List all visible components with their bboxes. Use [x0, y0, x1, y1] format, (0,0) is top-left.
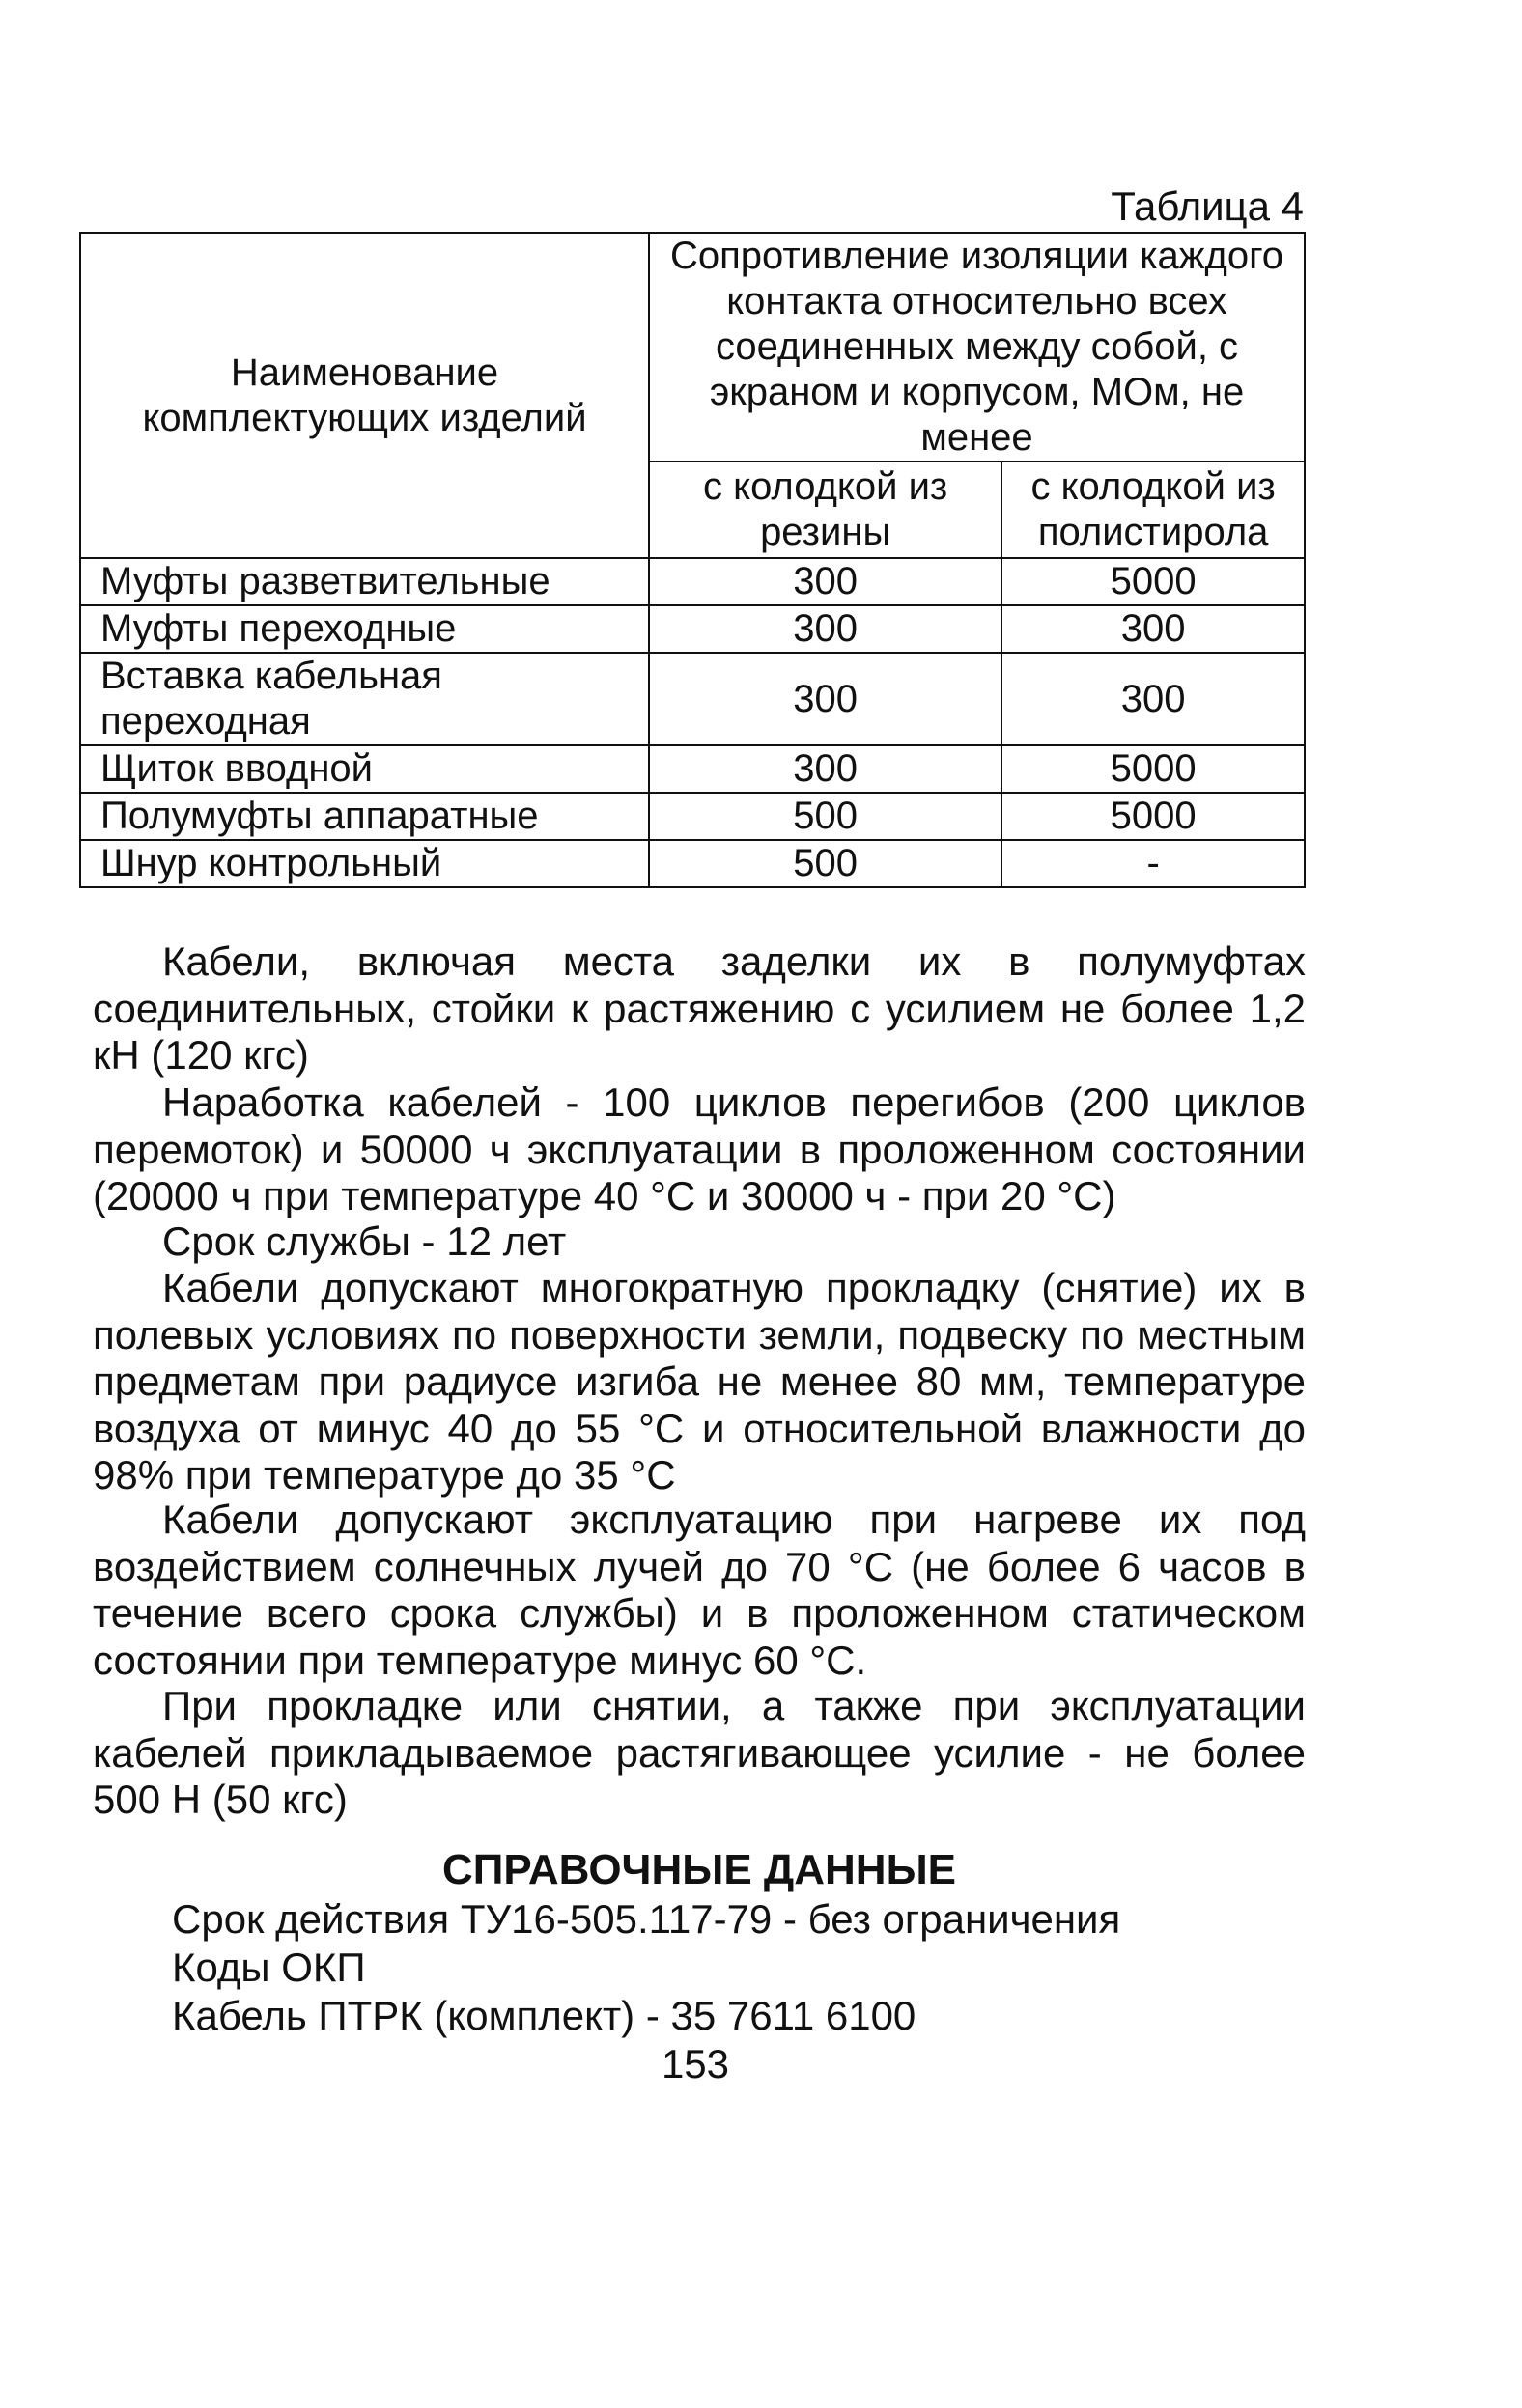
paragraph-tensile-strength: Кабели, включая места заделки их в полумуфтах соединительных, стойки к растяжению с усилием не более 1,2 кН (120 кгс): [93, 938, 1306, 1078]
row-name: Муфты переходные: [80, 605, 649, 653]
row-polystyrene-value: 5000: [1001, 745, 1305, 793]
row-name: Шнур контрольный: [80, 840, 649, 887]
reference-okp-codes: Коды ОКП: [172, 1945, 366, 1990]
row-name: Полумуфты аппаратные: [80, 793, 649, 840]
table-row: [80, 605, 1305, 653]
reference-cable-code: Кабель ПТРК (комплект) - 35 7611 6100: [172, 1993, 916, 2038]
insulation-resistance-table: [79, 232, 1306, 888]
row-name: Щиток вводной: [80, 745, 649, 793]
row-polystyrene-value: 5000: [1001, 793, 1305, 840]
table-caption: Таблица 4: [1111, 183, 1304, 229]
row-polystyrene-value: 300: [1001, 653, 1305, 745]
row-rubber-value: 300: [649, 605, 1001, 653]
reference-heading: СПРАВОЧНЫЕ ДАННЫЕ: [442, 1846, 956, 1893]
row-polystyrene-value: -: [1001, 840, 1305, 887]
page-number: 153: [661, 2041, 730, 2086]
table-row: [80, 653, 1305, 745]
table-row: [80, 840, 1305, 887]
paragraph-field-laying: Кабели допускают многократную прокладку (снятие) их в полевых условиях по поверхности земли, подвеску по местным предметам при радиусе изгиба не менее 80 мм, температуре воздуха от минус 40 до 55 °С и относительной влажности до 98% при температуре до 35 °С: [93, 1265, 1306, 1498]
table-row: [80, 558, 1305, 605]
row-rubber-value: 300: [649, 558, 1001, 605]
row-rubber-value: 300: [649, 653, 1001, 745]
reference-validity: Срок действия ТУ16-505.117-79 - без ограничения: [172, 1896, 1121, 1942]
row-polystyrene-value: 300: [1001, 605, 1305, 653]
row-polystyrene-value: 5000: [1001, 558, 1305, 605]
paragraph-service-life: Срок службы - 12 лет: [162, 1218, 567, 1264]
row-rubber-value: 300: [649, 745, 1001, 793]
header-insulation-resistance: Сопротивление изоляции каждого контакта относительно всех соединенных между собой, с экраном и корпусом, МОм, не менее: [649, 233, 1305, 462]
header-component-name: Наименование комплектующих изделий: [80, 233, 649, 558]
header-polystyrene-block: с колодкой из полистирола: [1001, 462, 1305, 558]
row-rubber-value: 500: [649, 840, 1001, 887]
row-name: Муфты разветвительные: [80, 558, 649, 605]
table-row: [80, 793, 1305, 840]
paragraph-tension-limit: При прокладке или снятии, а также при эксплуатации кабелей прикладываемое растягивающее усилие - не более 500 Н (50 кгс): [93, 1683, 1306, 1822]
row-rubber-value: 500: [649, 793, 1001, 840]
paragraph-solar-heating: Кабели допускают эксплуатацию при нагреве их под воздействием солнечных лучей до 70 °С (не более 6 часов в течение всего срока службы) и в проложенном статическом состоянии при температуре минус 60 °С.: [93, 1497, 1306, 1683]
header-rubber-block: с колодкой из резины: [649, 462, 1001, 558]
table-row: [80, 745, 1305, 793]
paragraph-operating-life: Наработка кабелей - 100 циклов перегибов (200 циклов перемоток) и 50000 ч эксплуатации в проложенном состоянии (20000 ч при температуре 40 °С и 30000 ч - при 20 °С): [93, 1079, 1306, 1218]
row-name: Вставка кабельная переходная: [80, 653, 649, 745]
